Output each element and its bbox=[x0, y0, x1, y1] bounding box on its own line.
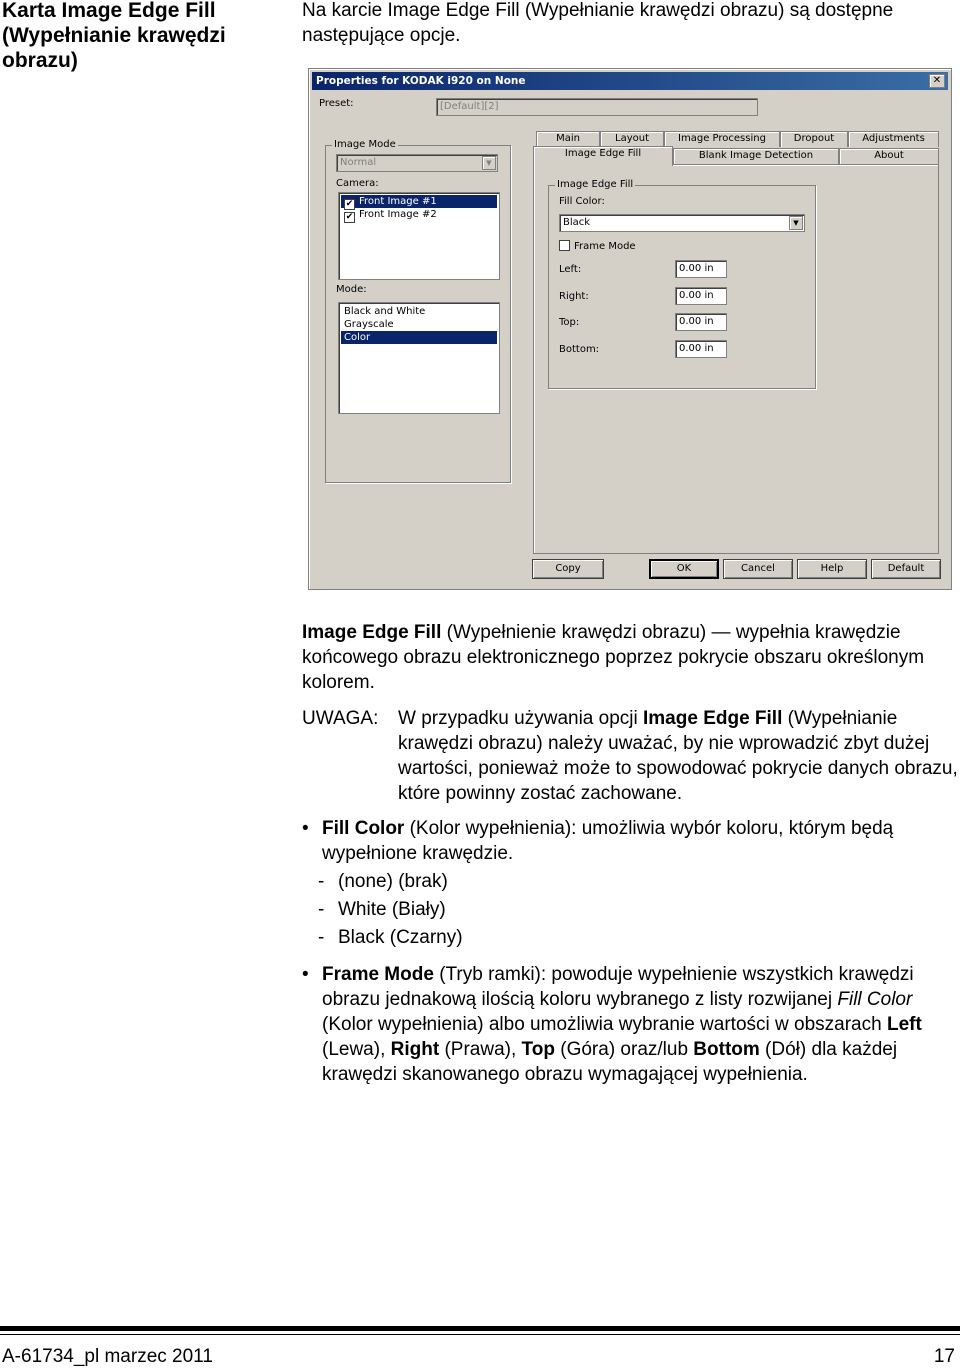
dialog-title: Properties for KODAK i920 on None bbox=[316, 75, 526, 87]
tab-panel bbox=[533, 164, 939, 554]
right-field[interactable]: 0.00 in bbox=[675, 287, 727, 305]
cancel-button[interactable]: Cancel bbox=[723, 559, 793, 579]
tab-blank-image-detection[interactable]: Blank Image Detection bbox=[673, 148, 839, 164]
camera-item-front-2[interactable]: ✔ Front Image #2 bbox=[345, 209, 437, 222]
mode-item-bw[interactable]: Black and White bbox=[344, 306, 426, 317]
image-edge-fill-group bbox=[548, 179, 816, 389]
chevron-down-icon[interactable]: ▼ bbox=[789, 216, 803, 230]
fill-color-combo[interactable] bbox=[559, 214, 805, 232]
mode-item-grayscale[interactable]: Grayscale bbox=[344, 319, 394, 330]
tab-main[interactable]: Main bbox=[536, 131, 600, 147]
preset-label: Preset: bbox=[319, 98, 354, 109]
group-label: Image Edge Fill bbox=[557, 179, 634, 190]
footer-rule bbox=[0, 1326, 960, 1331]
intro-text: Na karcie Image Edge Fill (Wypełnianie krawędzi obrazu) są dostępne następujące opcje. bbox=[302, 0, 894, 46]
note-text: W przypadku używania opcji Image Edge Fill (Wypełnianie krawędzi obrazu) należy uważać, by nie wprowadzić zbyt dużej wartości, ponieważ może to spowodować pokrycie danych obrazu, które powinny zostać zachowane. bbox=[398, 708, 958, 804]
mode-list[interactable] bbox=[338, 302, 500, 414]
option-item: - (none) (brak) bbox=[318, 871, 448, 892]
camera-label: Camera: bbox=[336, 178, 379, 189]
tab-image-edge-fill[interactable]: Image Edge Fill bbox=[533, 146, 673, 166]
footer-rule-thin bbox=[0, 1334, 960, 1335]
left-field[interactable]: 0.00 in bbox=[675, 260, 727, 278]
frame-mode-label: Frame Mode bbox=[574, 241, 636, 252]
note-label: UWAGA: bbox=[302, 708, 379, 729]
preset-field[interactable]: [Default][2] bbox=[436, 98, 758, 116]
page-number: 17 bbox=[933, 1346, 955, 1367]
image-mode-group bbox=[325, 139, 511, 483]
fill-color-value: Black bbox=[563, 217, 591, 228]
option-item: - White (Biały) bbox=[318, 899, 446, 920]
document-id: A-61734_pl marzec 2011 bbox=[2, 1346, 213, 1367]
description-paragraph: Image Edge Fill (Wypełnienie krawędzi obrazu) — wypełnia krawędzie końcowego obrazu elektronicznego poprzez pokrycie obszaru określonym kolorem. bbox=[302, 622, 925, 693]
mode-item-color[interactable]: Color bbox=[341, 331, 497, 344]
camera-list[interactable] bbox=[338, 192, 500, 280]
bottom-label: Bottom: bbox=[559, 344, 600, 355]
tab-dropout[interactable]: Dropout bbox=[780, 131, 848, 147]
ok-button[interactable]: OK bbox=[649, 559, 719, 579]
check-icon[interactable]: ✔ bbox=[345, 212, 354, 222]
tab-about[interactable]: About bbox=[839, 148, 939, 164]
image-mode-label: Image Mode bbox=[334, 139, 396, 150]
checkbox-icon[interactable] bbox=[559, 240, 570, 251]
mode-label: Mode: bbox=[336, 284, 367, 295]
right-label: Right: bbox=[559, 291, 589, 302]
section-title: Karta Image Edge Fill (Wypełnianie krawędzi obrazu) bbox=[2, 0, 226, 72]
frame-mode-checkbox[interactable] bbox=[559, 240, 636, 252]
image-mode-value: Normal bbox=[340, 157, 377, 168]
default-button[interactable]: Default bbox=[871, 559, 941, 579]
tab-image-processing[interactable]: Image Processing bbox=[664, 131, 780, 147]
dialog-titlebar bbox=[312, 72, 948, 90]
option-item: - Black (Czarny) bbox=[318, 927, 463, 948]
top-label: Top: bbox=[559, 317, 580, 328]
chevron-down-icon[interactable]: ▼ bbox=[482, 156, 496, 170]
copy-button[interactable]: Copy bbox=[532, 559, 604, 579]
tab-adjustments[interactable]: Adjustments bbox=[848, 131, 939, 147]
bullet-icon: • bbox=[302, 818, 309, 839]
check-icon[interactable]: ✔ bbox=[345, 199, 354, 209]
top-field[interactable]: 0.00 in bbox=[675, 313, 727, 331]
help-button[interactable]: Help bbox=[797, 559, 867, 579]
left-label: Left: bbox=[559, 264, 582, 275]
properties-dialog bbox=[308, 68, 952, 590]
close-icon[interactable]: ✕ bbox=[929, 74, 945, 88]
tab-layout[interactable]: Layout bbox=[600, 131, 664, 147]
image-mode-combo[interactable] bbox=[336, 154, 498, 172]
bullet-icon: • bbox=[302, 964, 309, 985]
fill-color-label: Fill Color: bbox=[559, 196, 605, 207]
bottom-field[interactable]: 0.00 in bbox=[675, 340, 727, 358]
camera-item-front-1[interactable]: ✔ Front Image #1 bbox=[341, 195, 497, 208]
